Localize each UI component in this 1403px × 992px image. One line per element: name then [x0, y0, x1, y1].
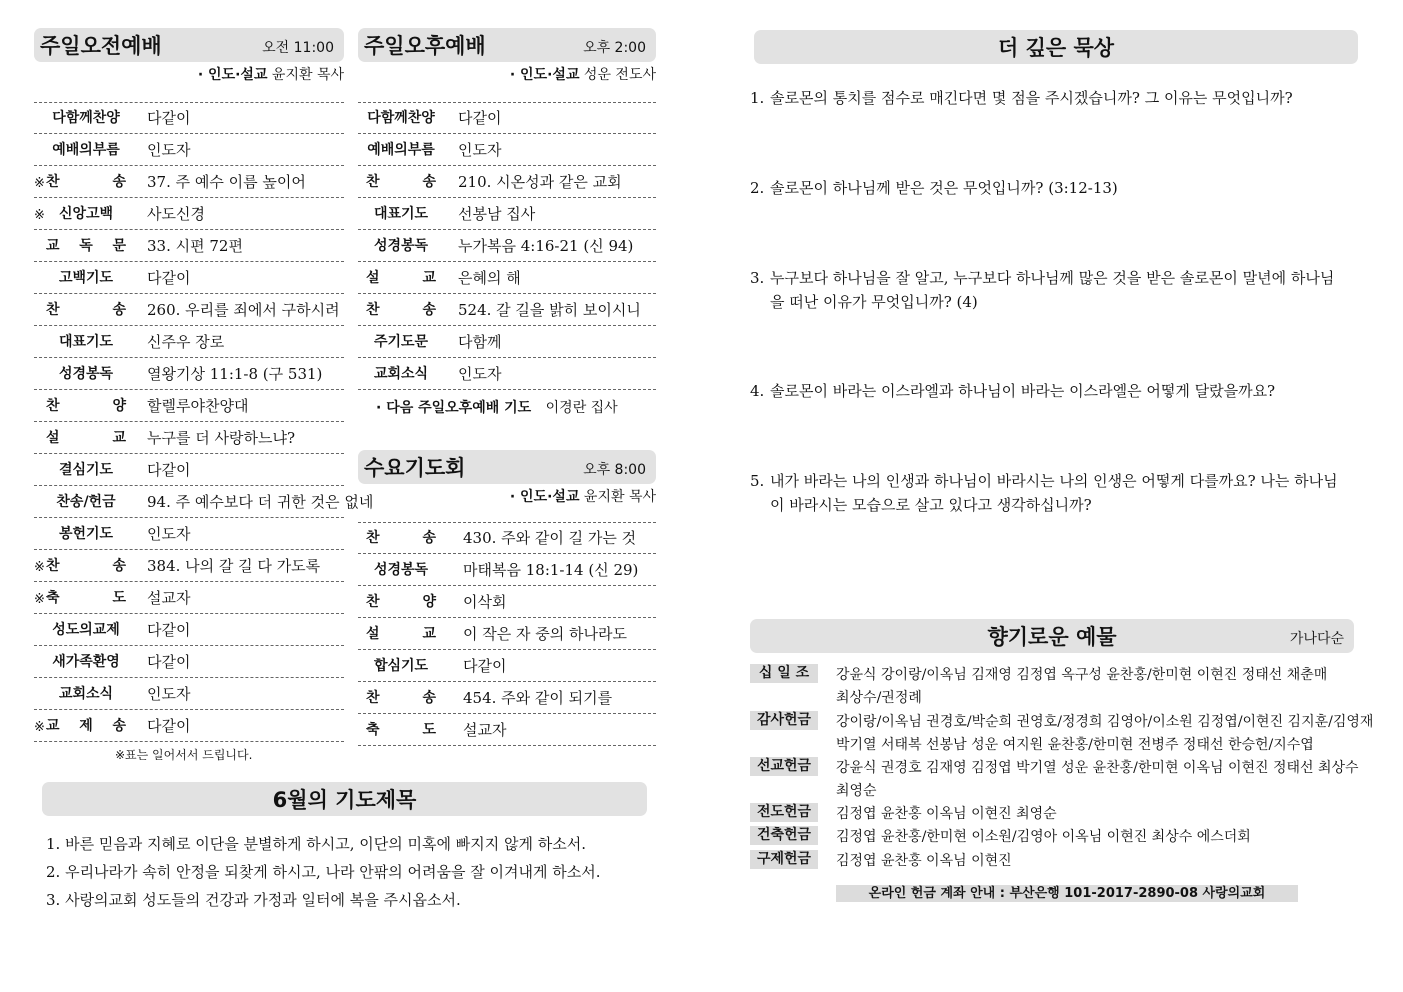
order-value: 은혜의 해	[458, 269, 521, 287]
offering-names-line: 김정엽 윤찬홍 이옥님 이현진 최영순	[836, 806, 1057, 822]
order-value: 이삭회	[463, 593, 507, 611]
order-value: 다같이	[147, 717, 191, 735]
next-afternoon-prayer-label: · 다음 주일오후예배 기도	[376, 400, 532, 416]
prayer-item: 1. 바른 믿음과 지혜로 이단을 분별하게 하시고, 이단의 미혹에 빠지지 않게 하소서.	[46, 835, 586, 853]
order-value: 인도자	[147, 525, 191, 543]
order-label: 대표기도	[373, 206, 429, 222]
offering-type: 십 일 조	[750, 664, 818, 683]
wednesday-order-table	[358, 522, 656, 747]
order-label: 축 도	[46, 590, 126, 606]
offering-title: 향기로운 예물	[987, 625, 1117, 649]
question-text-line: 솔로몬의 통치를 점수로 매긴다면 몇 점을 주시겠습니까? 그 이유는 무엇입니까?	[770, 89, 1293, 107]
order-label: 교 독 문	[46, 238, 126, 254]
order-label: 찬 송	[366, 690, 436, 706]
afternoon-order-table	[358, 102, 656, 391]
online-offering-account: 온라인 헌금 계좌 안내 : 부산은행 101-2017-2890-08 사랑의교회	[836, 885, 1298, 902]
stand-mark: ※	[34, 720, 45, 735]
order-value: 이 작은 자 중의 하나라도	[463, 625, 627, 643]
order-row	[34, 455, 344, 486]
morning-leader	[34, 64, 344, 84]
order-row	[34, 423, 344, 454]
offering-names-line: 강이랑/이옥님 권경호/박순희 권영호/정경희 김영아/이소원 김정엽/이현진 김지훈/김영재	[836, 714, 1374, 730]
offering-names-line: 최영순	[836, 783, 877, 799]
order-value: 33. 시편 72편	[147, 237, 243, 255]
order-value: 인도자	[458, 365, 502, 383]
afternoon-header	[358, 28, 656, 62]
order-label: 고백기도	[58, 270, 114, 286]
question-text-line: 솔로몬이 하나님께 받은 것은 무엇입니까? (3:12-13)	[770, 179, 1118, 197]
order-label: 설 교	[366, 270, 436, 286]
order-label: 봉헌기도	[58, 526, 114, 542]
offering-header	[750, 619, 1354, 653]
order-row	[34, 615, 344, 646]
offering-names-line: 김정엽 윤찬홍/한미현 이소원/김영아 이옥님 이현진 최상수 에스더회	[836, 829, 1251, 845]
order-label: 새가족환영	[52, 654, 120, 670]
prayer-list	[46, 830, 646, 914]
question-text-line: 이 바라시는 모습으로 살고 있다고 생각하십니까?	[770, 496, 1092, 514]
stand-mark: ※	[34, 208, 45, 223]
order-value: 설교자	[463, 721, 507, 739]
order-label: 주기도문	[373, 334, 429, 350]
order-value: 인도자	[147, 141, 191, 159]
order-value: 다같이	[463, 657, 507, 675]
order-value: 마태복음 18:1-14 (신 29)	[463, 561, 639, 579]
order-label: 다함께찬양	[52, 110, 120, 126]
order-row	[34, 359, 344, 390]
order-value: 524. 갈 길을 밝히 보이시니	[458, 301, 641, 319]
order-label: 설 교	[366, 626, 436, 642]
order-value: 454. 주와 같이 되기를	[463, 689, 613, 707]
order-value: 선봉남 집사	[458, 205, 536, 223]
order-row	[358, 651, 656, 682]
order-row	[34, 551, 344, 582]
order-label: 대표기도	[58, 334, 114, 350]
order-value: 다함께	[458, 333, 502, 351]
afternoon-leader-label: · 인도·설교	[509, 67, 580, 83]
prayer-item: 2. 우리나라가 속히 안정을 되찾게 하시고, 나라 안팎의 어려움을 잘 이겨내게 하소서.	[46, 863, 601, 881]
order-row	[34, 263, 344, 294]
meditation-title: 더 깊은 묵상	[997, 36, 1115, 60]
order-value: 인도자	[147, 685, 191, 703]
order-row	[358, 523, 656, 554]
order-row	[358, 327, 656, 358]
order-value: 다같이	[147, 269, 191, 287]
question-text-line: 내가 바라는 나의 인생과 하나님이 바라시는 나의 인생은 어떻게 다를까요? 나는 하나님	[770, 472, 1338, 490]
order-label: 신앙고백	[58, 206, 114, 222]
morning-leader-name: 윤지환 목사	[271, 67, 344, 83]
order-value: 열왕기상 11:1-8 (구 531)	[147, 365, 323, 383]
order-label: 교 제 송	[46, 718, 126, 734]
order-value: 사도신경	[147, 205, 205, 223]
order-value: 다같이	[458, 109, 502, 127]
order-row	[34, 231, 344, 262]
order-row	[358, 683, 656, 714]
order-row	[34, 327, 344, 358]
order-label: 찬 양	[46, 398, 126, 414]
question-number: 2.	[750, 179, 765, 197]
prayer-header	[42, 782, 647, 816]
order-row	[34, 711, 344, 742]
morning-header	[34, 28, 344, 62]
order-value: 다같이	[147, 621, 191, 639]
question-text-line: 솔로몬이 바라는 이스라엘과 하나님이 바라는 이스라엘은 어떻게 달랐을까요?	[770, 382, 1276, 400]
afternoon-leader-name: 성운 전도사	[583, 67, 656, 83]
order-label: 합심기도	[373, 658, 429, 674]
order-label: 찬송/헌금	[56, 494, 116, 510]
morning-order-table	[34, 102, 374, 743]
order-label: 교회소식	[58, 686, 114, 702]
next-afternoon-prayer	[376, 397, 618, 417]
offering-type: 전도헌금	[750, 803, 818, 822]
morning-title: 주일오전예배	[40, 34, 162, 58]
order-label: 축 도	[366, 722, 436, 738]
afternoon-title: 주일오후예배	[364, 34, 486, 58]
order-value: 할렐루야찬양대	[147, 397, 249, 415]
order-row	[34, 295, 344, 326]
prayer-item: 3. 사랑의교회 성도들의 건강과 가정과 일터에 복을 주시옵소서.	[46, 891, 461, 909]
order-label: 성경봉독	[373, 238, 429, 254]
order-value: 다같이	[147, 461, 191, 479]
order-row	[34, 167, 344, 198]
offering-type: 건축헌금	[750, 826, 818, 845]
order-row	[358, 103, 656, 134]
order-row	[358, 555, 656, 586]
order-label: 예배의부름	[367, 142, 435, 158]
morning-time: 오전 11:00	[262, 40, 334, 56]
wednesday-time: 오후 8:00	[583, 462, 646, 478]
morning-leader-label: · 인도·설교	[197, 67, 268, 83]
order-label: 다함께찬양	[367, 110, 435, 126]
order-value: 다같이	[147, 109, 191, 127]
prayer-title: 6월의 기도제목	[272, 788, 417, 812]
order-row	[358, 295, 656, 326]
order-value: 설교자	[147, 589, 191, 607]
order-value: 누가복음 4:16-21 (신 94)	[458, 237, 634, 255]
order-row	[358, 359, 656, 390]
order-label: 교회소식	[373, 366, 429, 382]
offering-names-line: 최상수/권정례	[836, 690, 922, 706]
order-label: 찬 송	[366, 302, 436, 318]
order-row	[34, 391, 344, 422]
order-row	[34, 199, 344, 230]
order-label: 예배의부름	[52, 142, 120, 158]
order-value: 260. 우리를 죄에서 구하시려	[147, 301, 340, 319]
order-row	[34, 103, 344, 134]
afternoon-time: 오후 2:00	[583, 40, 646, 56]
order-row	[358, 715, 656, 746]
offering-names-line: 강윤식 권경호 김재영 김정엽 박기열 성운 윤찬홍/한미현 이옥님 이현진 정태선 최상수	[836, 760, 1359, 776]
stand-mark: ※	[34, 176, 45, 191]
order-value: 인도자	[458, 141, 502, 159]
offering-names-line: 김정엽 윤찬홍 이옥님 이현진	[836, 853, 1012, 869]
order-value: 430. 주와 같이 길 가는 것	[463, 529, 637, 547]
order-label: 찬 송	[366, 530, 436, 546]
order-row	[34, 519, 344, 550]
question-number: 4.	[750, 382, 765, 400]
wednesday-leader	[358, 486, 656, 506]
order-label: 찬 송	[46, 558, 126, 574]
order-value: 94. 주 예수보다 더 귀한 것은 없네	[147, 493, 374, 511]
order-row	[358, 587, 656, 618]
order-row	[358, 263, 656, 294]
question-text-line: 을 떠난 이유가 무엇입니까? (4)	[770, 293, 978, 311]
order-label: 찬 양	[366, 594, 436, 610]
question-number: 1.	[750, 89, 765, 107]
order-label: 찬 송	[366, 174, 436, 190]
order-value: 384. 나의 갈 길 다 가도록	[147, 557, 321, 575]
meditation-header	[754, 30, 1358, 64]
stand-mark: ※	[34, 560, 45, 575]
order-label: 찬 송	[46, 174, 126, 190]
order-row	[358, 619, 656, 650]
order-row	[34, 487, 374, 518]
order-label: 성경봉독	[58, 366, 114, 382]
question-text-line: 누구보다 하나님을 잘 알고, 누구보다 하나님께 많은 것을 받은 솔로몬이 말년에 하나님	[770, 269, 1335, 287]
order-label: 결심기도	[58, 462, 114, 478]
order-row	[358, 135, 656, 166]
question-number: 3.	[750, 269, 765, 287]
offering-type: 선교헌금	[750, 757, 818, 776]
offering-names-line: 박기열 서태복 선봉남 성운 여지원 윤찬홍/한미현 전병주 정태선 한승헌/지수엽	[836, 737, 1314, 753]
order-row	[358, 199, 656, 230]
wednesday-title: 수요기도회	[364, 456, 466, 480]
order-row	[34, 135, 344, 166]
wednesday-leader-label: · 인도·설교	[509, 489, 580, 505]
offering-order: 가나다순	[1289, 631, 1344, 647]
order-label: 성도의교제	[52, 622, 120, 638]
order-label: 성경봉독	[373, 562, 429, 578]
stand-footnote: ※표는 일어서서 드립니다.	[115, 748, 253, 762]
order-value: 누구를 더 사랑하느냐?	[147, 429, 295, 447]
order-row	[34, 679, 344, 710]
order-label: 찬 송	[46, 302, 126, 318]
offering-type: 구제헌금	[750, 850, 818, 869]
stand-mark: ※	[34, 592, 45, 607]
order-value: 210. 시온성과 같은 교회	[458, 173, 622, 191]
order-row	[358, 167, 656, 198]
order-value: 신주우 장로	[147, 333, 225, 351]
wednesday-leader-name: 윤지환 목사	[583, 489, 656, 505]
offering-type: 감사헌금	[750, 711, 818, 730]
offering-names-line: 강윤식 강이랑/이옥님 김재영 김정엽 옥구성 윤찬홍/한미현 이현진 정태선 채춘매	[836, 667, 1328, 683]
order-label: 설 교	[46, 430, 126, 446]
order-row	[358, 231, 656, 262]
question-number: 5.	[750, 472, 765, 490]
order-row	[34, 647, 344, 678]
wednesday-header	[358, 450, 656, 484]
order-value: 37. 주 예수 이름 높이어	[147, 173, 306, 191]
order-row	[34, 583, 344, 614]
order-value: 다같이	[147, 653, 191, 671]
afternoon-leader	[358, 64, 656, 84]
next-afternoon-prayer-name: 이경란 집사	[545, 400, 618, 416]
